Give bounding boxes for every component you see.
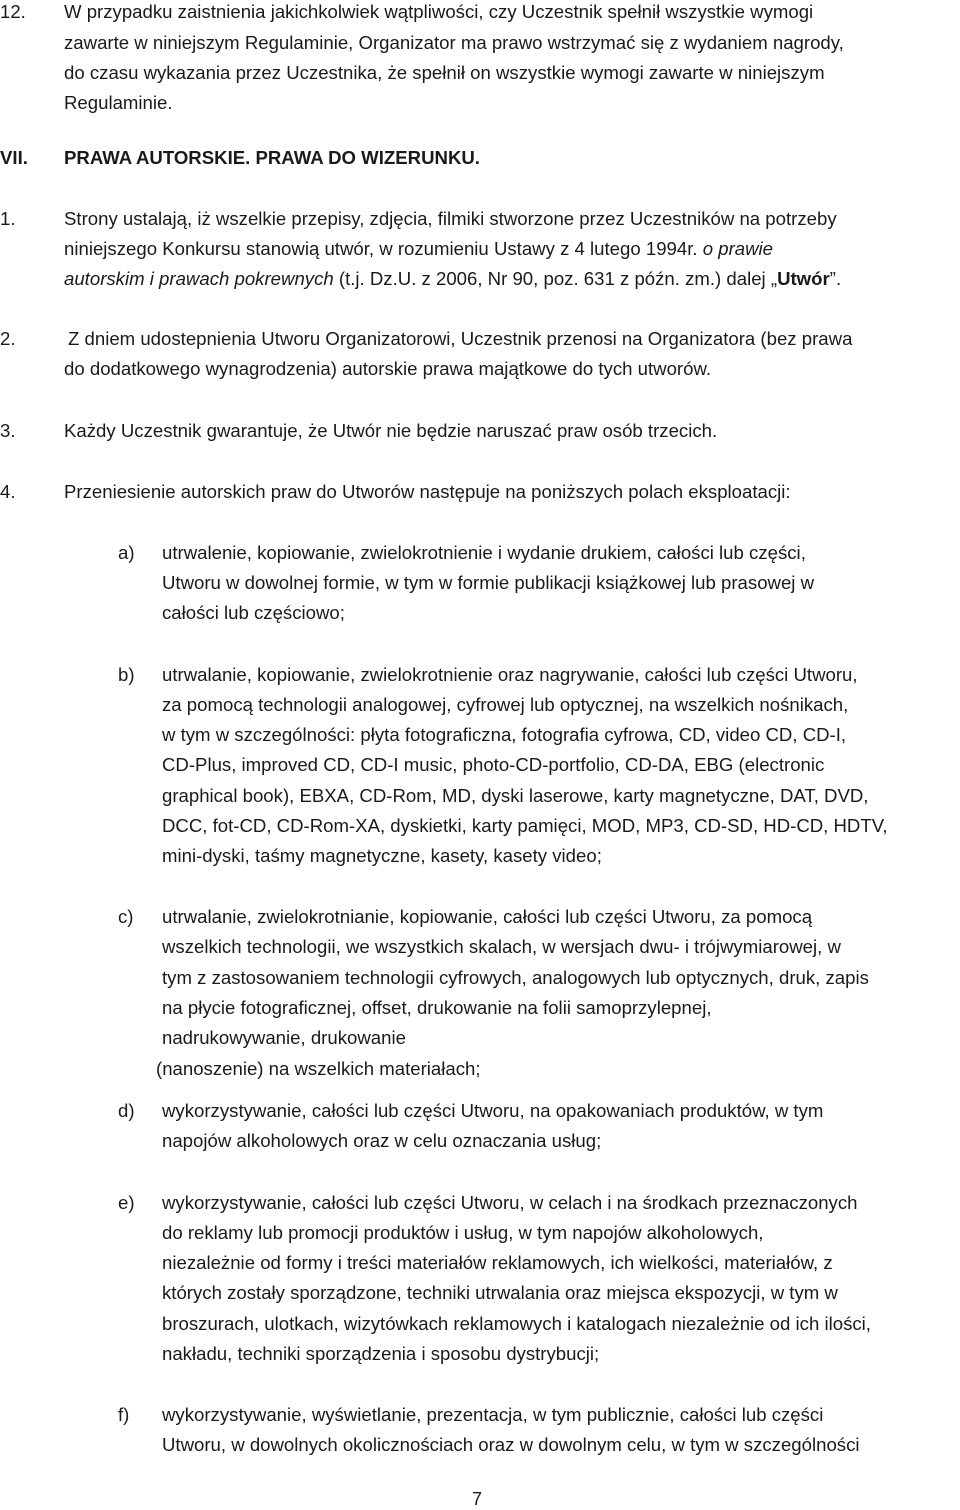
list-label: f): [118, 1404, 130, 1425]
text-line: wykorzystywanie, całości lub części Utworu, w celach i na środkach przeznaczonych: [162, 1192, 858, 1213]
text-line: nakładu, techniki sporządzenia i sposobu dystrybucji;: [162, 1343, 600, 1364]
text-line: całości lub częściowo;: [162, 602, 345, 623]
text-line: [64, 31, 956, 55]
text-line-content: zawarte w niniejszym Regulaminie, Organizator ma prawo wstrzymać się z wydaniem nagrody,: [64, 32, 844, 53]
text-line: nadrukowywanie, drukowanie: [162, 1027, 406, 1048]
text-line: [64, 237, 773, 261]
text-line: [64, 267, 841, 291]
text-line: Strony ustalają, iż wszelkie przepisy, zdjęcia, filmiki stworzone przez Uczestników na potrzeby: [64, 208, 837, 229]
text-line: utrwalanie, kopiowanie, zwielokrotnienie oraz nagrywanie, całości lub części Utworu,: [162, 664, 858, 685]
quote-open: „: [770, 268, 778, 289]
list-label: a): [118, 542, 135, 563]
text-line: których zostały sporządzone, techniki utrwalania oraz miejsca ekspozycji, w tym w: [162, 1282, 838, 1303]
text-line: wykorzystywanie, wyświetlanie, prezentacja, w tym publicznie, całości lub części: [162, 1404, 824, 1425]
text-line: wykorzystywanie, całości lub części Utworu, na opakowaniach produktów, w tym: [162, 1100, 824, 1121]
text-line: Każdy Uczestnik gwarantuje, że Utwór nie będzie naruszać praw osób trzecich.: [64, 420, 718, 441]
item-number: 2.: [0, 328, 16, 349]
list-label: d): [118, 1100, 135, 1121]
text-line: [162, 541, 956, 565]
item-number: 3.: [0, 420, 16, 441]
section-number: VII.: [0, 147, 28, 168]
text-line: niezależnie od formy i treści materiałów reklamowych, ich wielkości, materiałów, z: [162, 1252, 833, 1273]
text-line-content: do czasu wykazania przez Uczestnika, że spełnił on wszystkie wymogi zawarte w niniejszym: [64, 62, 825, 83]
text-line-content: utrwalanie, zwielokrotnianie, kopiowanie, całości lub części Utworu, za pomocą: [162, 906, 813, 927]
text-line: [162, 571, 956, 595]
list-label: e): [118, 1192, 135, 1213]
text-line: wszelkich technologii, we wszystkich skalach, w wersjach dwu- i trójwymiarowej, w: [162, 936, 841, 957]
text-line: na płycie fotograficznej, offset, drukowanie na folii samoprzylepnej,: [162, 997, 712, 1018]
text-line: [64, 61, 956, 85]
defined-term: Utwór: [777, 268, 830, 289]
text-line: [64, 0, 956, 24]
quote-close: ”.: [829, 268, 842, 289]
text-line: [162, 905, 956, 929]
section-heading: PRAWA AUTORSKIE. PRAWA DO WIZERUNKU.: [64, 147, 480, 168]
act-title-end: autorskim i prawach pokrewnych: [64, 268, 334, 289]
act-title-start: o prawie: [702, 238, 774, 259]
text-line: mini-dyski, taśmy magnetyczne, kasety, kasety video;: [162, 845, 602, 866]
list-label: b): [118, 664, 135, 685]
text-line-content: Utworu w dowolnej formie, w tym w formie publikacji książkowej lub prasowej w: [162, 572, 815, 593]
text-line: do reklamy lub promocji produktów i usług, w tym napojów alkoholowych,: [162, 1222, 764, 1243]
text-line: tym z zastosowaniem technologii cyfrowych, analogowych lub optycznych, druk, zapis: [162, 967, 869, 988]
text-line: Przeniesienie autorskich praw do Utworów następuje na poniższych polach eksploatacji:: [64, 481, 791, 502]
legal-reference: (t.j. Dz.U. z 2006, Nr 90, poz. 631 z późn. zm.) dalej: [333, 268, 771, 289]
item-number: 12.: [0, 1, 26, 22]
text-line-content: utrwalenie, kopiowanie, zwielokrotnienie i wydanie drukiem, całości lub części,: [162, 542, 806, 563]
list-label: c): [118, 906, 134, 927]
text-line: CD-Plus, improved CD, CD-I music, photo-CD-portfolio, CD-DA, EBG (electronic: [162, 754, 825, 775]
text-line: Utworu, w dowolnych okolicznościach oraz w dowolnym celu, w tym w szczególności: [162, 1434, 860, 1455]
text-line-content: W przypadku zaistnienia jakichkolwiek wątpliwości, czy Uczestnik spełnił wszystkie wymogi: [64, 1, 814, 22]
text-line: DCC, fot-CD, CD-Rom-XA, dyskietki, karty pamięci, MOD, MP3, CD-SD, HD-CD, HDTV,: [162, 815, 888, 836]
text-line: w tym w szczególności: płyta fotograficzna, fotografia cyfrowa, CD, video CD, CD-I,: [162, 724, 847, 745]
item-number: 4.: [0, 481, 16, 502]
text-line-content: niniejszego Konkursu stanowią utwór, w rozumieniu Ustawy z 4 lutego 1994r.: [64, 238, 698, 259]
text-line: za pomocą technologii analogowej, cyfrowej lub optycznej, na wszelkich nośnikach,: [162, 694, 849, 715]
text-line: broszurach, ulotkach, wizytówkach reklamowych i katalogach niezależnie od ich ilości,: [162, 1313, 871, 1334]
text-line: napojów alkoholowych oraz w celu oznaczania usług;: [162, 1130, 602, 1151]
text-line: Z dniem udostepnienia Utworu Organizatorowi, Uczestnik przenosi na Organizatora (bez prawa: [68, 328, 853, 349]
text-line: (nanoszenie) na wszelkich materiałach;: [156, 1058, 481, 1079]
text-line: Regulaminie.: [64, 92, 173, 113]
text-line: graphical book), EBXA, CD-Rom, MD, dyski laserowe, karty magnetyczne, DAT, DVD,: [162, 785, 869, 806]
item-number: 1.: [0, 208, 16, 229]
page-number: 7: [472, 1489, 483, 1509]
text-line: do dodatkowego wynagrodzenia) autorskie prawa majątkowe do tych utworów.: [64, 358, 712, 379]
